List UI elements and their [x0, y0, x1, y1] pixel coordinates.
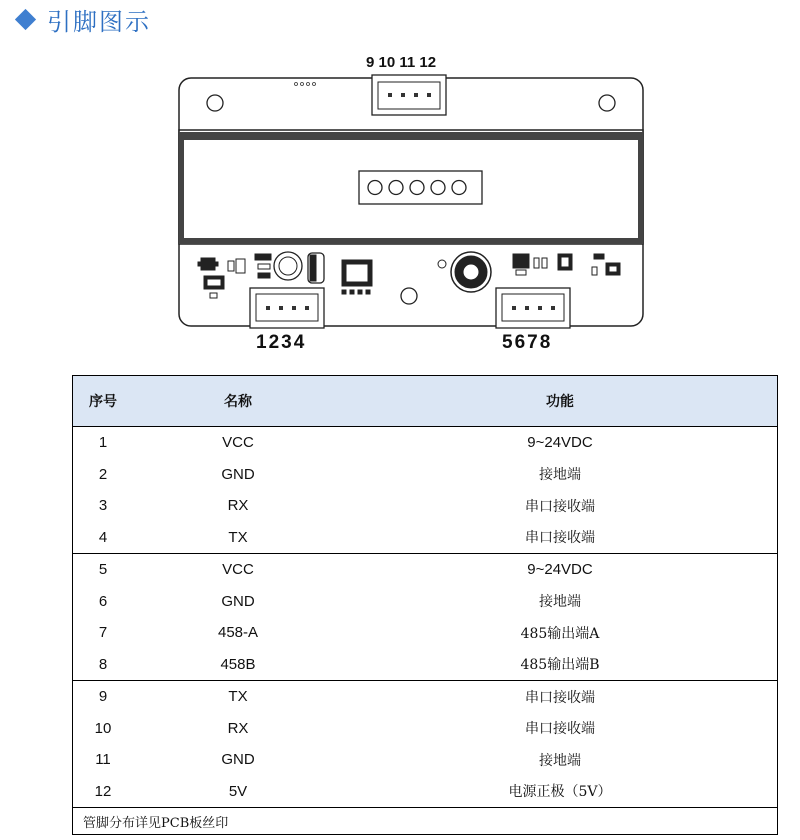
cell-name: 5V	[228, 782, 248, 800]
table-group-2	[73, 554, 777, 681]
board-diagram	[176, 54, 646, 354]
table-row	[73, 427, 777, 459]
cell-name: GND	[221, 465, 255, 483]
cell-index: 9	[98, 688, 108, 706]
cell-function: 电源正极（5V）	[508, 784, 612, 801]
cell-name: GND	[221, 751, 255, 769]
table-header	[73, 376, 777, 427]
table-row	[73, 617, 777, 649]
table-row	[73, 522, 777, 554]
cell-function: 485输出端A	[520, 625, 600, 642]
header-index: 序号	[89, 394, 117, 410]
cell-name: VCC	[222, 561, 254, 579]
cell-function: 接地端	[539, 752, 581, 769]
connector-bottom-right	[496, 288, 570, 328]
cell-index: 4	[98, 528, 108, 546]
cell-index: 1	[98, 434, 108, 452]
cell-index: 8	[98, 655, 108, 673]
table-row	[73, 649, 777, 681]
table-row	[73, 490, 777, 522]
cell-function: 485输出端B	[520, 657, 600, 674]
sensor-housing	[179, 130, 643, 244]
cell-function: 9~24VDC	[527, 434, 593, 452]
connector-bottom-left	[250, 288, 324, 328]
header-function: 功能	[546, 394, 574, 410]
mount-hole-left	[207, 95, 223, 111]
cell-index: 11	[95, 751, 111, 769]
cell-name: 458B	[220, 655, 256, 673]
pin-label-top: 9 10 11 12	[366, 54, 437, 71]
table-group-3	[73, 681, 777, 808]
section-title: 引脚图示	[47, 7, 151, 36]
table-row	[73, 744, 777, 776]
table-row	[73, 554, 777, 586]
cell-name: TX	[228, 528, 248, 546]
cell-function: 9~24VDC	[527, 561, 593, 579]
table-row	[73, 459, 777, 491]
pin-label-bottom-left: 1234	[256, 332, 307, 353]
table-row	[73, 713, 777, 745]
diamond-bullet-icon	[15, 8, 36, 29]
cell-index: 2	[98, 465, 108, 483]
cell-function: 串口接收端	[525, 689, 595, 706]
cell-index: 6	[98, 592, 108, 610]
cell-function: 接地端	[539, 467, 581, 484]
cell-index: 7	[98, 624, 108, 642]
cell-function: 串口接收端	[525, 721, 595, 738]
connector-top	[372, 75, 446, 115]
cell-name: GND	[221, 592, 255, 610]
cell-name: VCC	[222, 434, 254, 452]
mount-hole-center	[401, 288, 417, 304]
header-name: 名称	[224, 394, 252, 410]
table-group-1	[73, 427, 777, 554]
cell-index: 12	[94, 782, 112, 800]
cell-name: RX	[227, 497, 249, 515]
table-row	[73, 681, 777, 713]
cell-function: 串口接收端	[525, 498, 595, 515]
cell-index: 10	[94, 719, 112, 737]
cell-index: 5	[98, 561, 108, 579]
table-footnote: 管脚分布详见PCB板丝印	[83, 816, 229, 831]
pin-label-bottom-right: 5678	[502, 332, 553, 353]
cell-name: TX	[228, 688, 248, 706]
cell-function: 接地端	[539, 594, 581, 611]
cell-name: 458-A	[217, 624, 259, 642]
table-row	[73, 776, 777, 808]
section-header	[14, 4, 151, 34]
cell-name: RX	[227, 719, 249, 737]
pin-table	[72, 375, 778, 835]
table-row	[73, 586, 777, 618]
cell-index: 3	[98, 497, 108, 515]
cell-function: 串口接收端	[525, 530, 595, 547]
pcb-board-drawing	[176, 74, 646, 330]
mount-hole-right	[599, 95, 615, 111]
